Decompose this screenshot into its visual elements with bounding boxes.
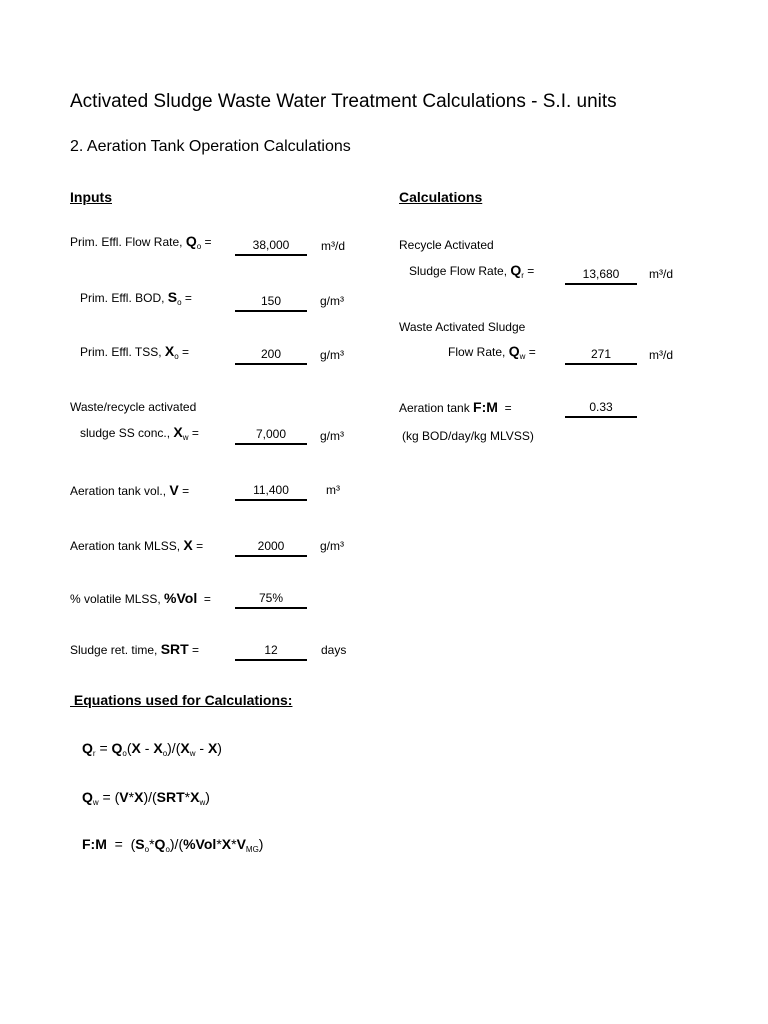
waste-result: 271 xyxy=(565,345,637,365)
waste-label: Flow Rate, $Q_w$ = xyxy=(448,343,536,361)
equation-qw: $Q_w = (V*X)/(SRT*X_w)$ xyxy=(82,789,210,807)
equation-qw-lhs: Q xyxy=(82,789,93,805)
ss-conc-label: sludge SS conc., $X_w$ = xyxy=(80,424,199,442)
mlss-label: Aeration tank MLSS, X = xyxy=(70,537,204,553)
srt-unit: days xyxy=(321,643,347,657)
equation-fm: F:M = $(S_o*Q_o)/(\%Vol*X*V_{MG})$ xyxy=(82,836,264,854)
ss-conc-field[interactable]: 7,000 xyxy=(235,425,307,445)
recycle-label-line1: Recycle Activated xyxy=(399,238,494,252)
mlss-field[interactable]: 2000 xyxy=(235,537,307,557)
volatile-field[interactable]: 75% xyxy=(235,589,307,609)
waste-unit: m³/d xyxy=(649,348,673,362)
srt-label: Sludge ret. time, SRT = xyxy=(70,641,200,657)
document-title: Activated Sludge Waste Water Treatment Calculations - S.I. units xyxy=(70,91,617,112)
equation-fm-lhs: F:M xyxy=(82,836,107,852)
waste-label-line1: Waste Activated Sludge xyxy=(399,320,526,334)
tss-label: Prim. Effl. TSS, $X_o$ = xyxy=(80,343,190,361)
ss-conc-label-line1: Waste/recycle activated xyxy=(70,400,197,414)
bod-unit: g/m³ xyxy=(320,294,344,308)
fm-label: Aeration tank F:M = xyxy=(399,399,512,415)
equation-qr: $Q_r = Q_o(X - X_o)/(X_w - X)$ xyxy=(82,740,222,758)
tank-vol-field[interactable]: 11,400 xyxy=(235,481,307,501)
flow-rate-unit: m³/d xyxy=(321,239,345,253)
section-title: 2. Aeration Tank Operation Calculations xyxy=(70,138,351,155)
recycle-label: Sludge Flow Rate, $Q_r$ = xyxy=(409,262,535,280)
fm-units-note: (kg BOD/day/kg MLVSS) xyxy=(402,429,534,443)
volatile-label: % volatile MLSS, %Vol = xyxy=(70,590,211,606)
tss-unit: g/m³ xyxy=(320,348,344,362)
recycle-unit: m³/d xyxy=(649,267,673,281)
fm-result: 0.33 xyxy=(565,398,637,418)
mlss-unit: g/m³ xyxy=(320,539,344,553)
tank-vol-unit: m³ xyxy=(326,483,340,497)
flow-rate-label: Prim. Effl. Flow Rate, $Q_o$ = xyxy=(70,233,212,251)
srt-field[interactable]: 12 xyxy=(235,641,307,661)
bod-field[interactable]: 150 xyxy=(235,292,307,312)
bod-label: Prim. Effl. BOD, $S_o$ = xyxy=(80,289,192,307)
ss-conc-unit: g/m³ xyxy=(320,429,344,443)
recycle-result: 13,680 xyxy=(565,265,637,285)
equations-heading: Equations used for Calculations: xyxy=(70,692,293,708)
equation-qr-lhs: Q xyxy=(82,740,93,756)
inputs-heading: Inputs xyxy=(70,189,112,205)
calculations-heading: Calculations xyxy=(399,189,483,205)
tank-vol-label: Aeration tank vol., V = xyxy=(70,482,190,498)
tss-field[interactable]: 200 xyxy=(235,345,307,365)
flow-rate-field[interactable]: 38,000 xyxy=(235,236,307,256)
